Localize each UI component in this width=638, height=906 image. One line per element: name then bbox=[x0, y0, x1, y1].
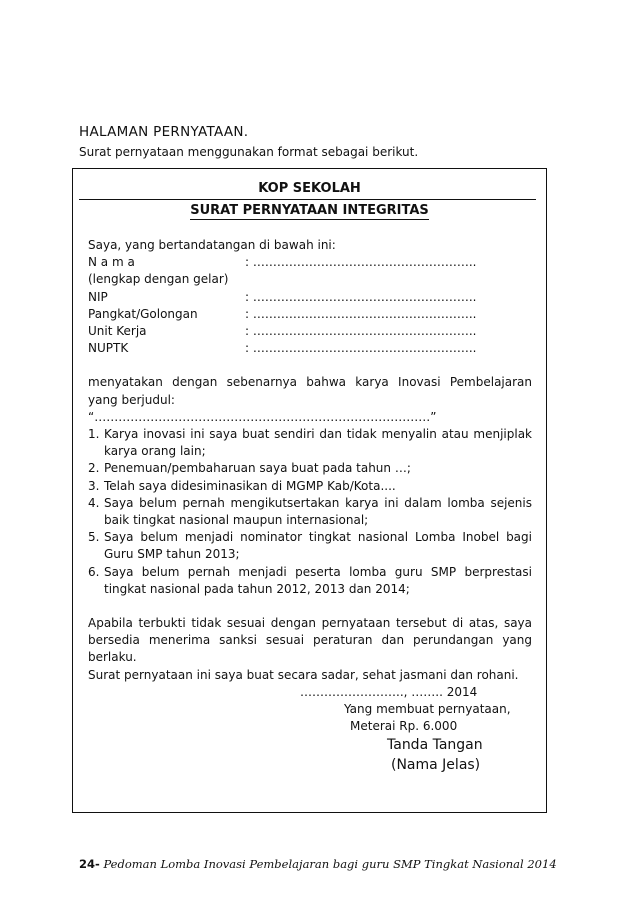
school-letterhead: KOP SEKOLAH bbox=[258, 181, 361, 196]
field-label: NIP bbox=[88, 289, 108, 304]
field-label: (lengkap dengan gelar) bbox=[88, 272, 229, 287]
spacer bbox=[88, 598, 532, 615]
closing-text-2: Surat pernyataan ini saya buat secara sadar, sehat jasmani dan rohani. bbox=[88, 667, 519, 682]
field-label: Pangkat/Golongan bbox=[88, 306, 198, 321]
field-blank bbox=[245, 271, 532, 288]
list-number: 6. bbox=[88, 564, 100, 579]
list-number: 3. bbox=[88, 478, 100, 493]
statement-text: menyatakan dengan sebenarnya bahwa karya Inovasi Pembelajaran yang berjudul: bbox=[88, 375, 532, 407]
list-text: Saya belum menjadi nominator tingkat nasional Lomba Inobel bagi Guru SMP tahun 2013; bbox=[104, 530, 532, 562]
field-blank: : ……………………………………………….. bbox=[245, 306, 477, 321]
signature-label: Tanda Tangan bbox=[387, 737, 483, 754]
intro-text: Saya, yang bertandatangan di bawah ini: bbox=[88, 238, 336, 252]
field-blank: : ……………………………………………….. bbox=[245, 289, 477, 304]
list-number: 1. bbox=[88, 427, 100, 442]
page-subheading: Surat pernyataan menggunakan format sebagai berikut. bbox=[79, 145, 419, 159]
list-item bbox=[88, 495, 532, 529]
field-label: NUPTK bbox=[88, 341, 129, 356]
closing-text: Apabila terbukti tidak sesuai dengan pernyataan tersebut di atas, saya bersedia menerima sanksi sesuai peraturan dan perundangan yang berlaku. bbox=[88, 616, 532, 665]
list-text: Karya inovasi ini saya buat sendiri dan tidak menyalin atau menjiplak karya orang lain; bbox=[104, 427, 532, 459]
field-label: Unit Kerja bbox=[88, 324, 147, 339]
field-blank: : ……………………………………………….. bbox=[245, 324, 477, 339]
list-text: Telah saya didesiminasikan di MGMP Kab/Kota.... bbox=[104, 478, 396, 493]
field-row bbox=[88, 271, 532, 288]
field-row bbox=[88, 289, 532, 306]
list-number: 2. bbox=[88, 461, 100, 476]
statement-form-box bbox=[72, 168, 547, 813]
field-label: N a m a bbox=[88, 255, 135, 270]
footer-text: Pedoman Lomba Inovasi Pembelajaran bagi guru SMP Tingkat Nasional 2014 bbox=[103, 857, 557, 871]
list-text: Saya belum pernah mengikutsertakan karya ini dalam lomba sejenis baik tingkat nasional maupun internasional; bbox=[104, 495, 532, 528]
list-number: 4. bbox=[88, 495, 100, 510]
field-blank: : ……………………………………………….. bbox=[245, 255, 477, 270]
field-row bbox=[88, 254, 532, 271]
signer-label: Yang membuat pernyataan, bbox=[344, 702, 511, 717]
list-item bbox=[88, 529, 532, 563]
page-number: 24- bbox=[79, 857, 100, 871]
letterhead-divider bbox=[79, 199, 536, 200]
field-blank: : ……………………………………………….. bbox=[245, 341, 477, 356]
form-content bbox=[88, 237, 532, 775]
list-item bbox=[88, 564, 532, 598]
spacer bbox=[88, 357, 532, 374]
stamp-duty-label: Meterai Rp. 6.000 bbox=[350, 719, 458, 734]
list-number: 5. bbox=[88, 530, 100, 545]
list-item bbox=[88, 478, 532, 495]
full-name-label: (Nama Jelas) bbox=[391, 757, 481, 774]
place-date-line: …………………….., …….. 2014 bbox=[300, 684, 478, 699]
page-footer bbox=[79, 857, 557, 871]
field-row bbox=[88, 306, 532, 323]
list-item bbox=[88, 460, 532, 477]
list-text: Saya belum pernah menjadi peserta lomba guru SMP berprestasi tingkat nasional pada tahun 2012, 2013 dan 2014; bbox=[104, 564, 532, 596]
list-item bbox=[88, 426, 532, 460]
title-blank: “…………………………………………………………………………” bbox=[88, 409, 437, 424]
list-text: Penemuan/pembaharuan saya buat pada tahun …; bbox=[104, 461, 411, 476]
field-row bbox=[88, 323, 532, 340]
form-title bbox=[73, 203, 546, 218]
field-row bbox=[88, 340, 532, 357]
form-title-text: SURAT PERNYATAAN INTEGRITAS bbox=[190, 203, 429, 218]
page-heading: HALAMAN PERNYATAAN. bbox=[79, 124, 249, 140]
